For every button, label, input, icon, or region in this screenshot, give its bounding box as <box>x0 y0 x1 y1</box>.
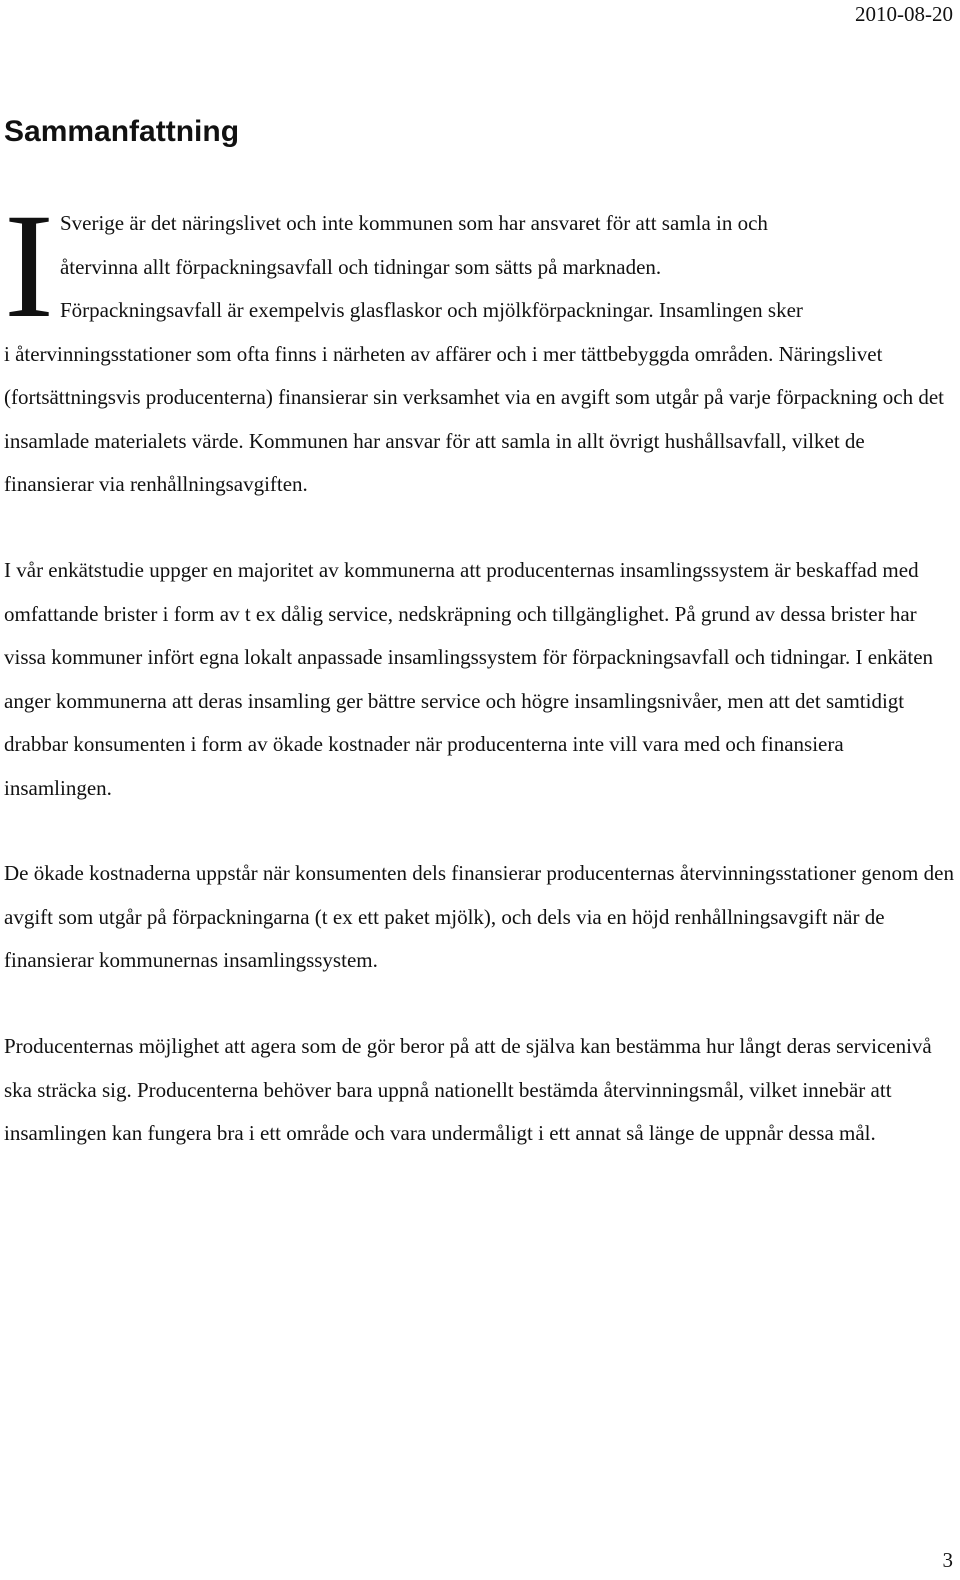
page-number: 3 <box>942 1548 953 1572</box>
paragraph-1-line-3: Förpackningsavfall är exempelvis glasflaskor och mjölkförpackningar. Insamlingen sker <box>59 298 803 322</box>
paragraph-2: I vår enkätstudie uppger en majoritet av kommunerna att producenternas insamlingssystem är beskaffad med omfattande brister i form av t ex dålig service, nedskräpning och tillgänglighet. På grund av dessa brister har vissa kommuner infört egna lokalt anpassade insamlingssystem för förpackningsavfall och tidningar. I enkäten anger kommunerna att deras insamling ger bättre service och högre insamlingsnivåer, men att det samtidigt drabbar konsumenten i form av ökade kostnader när producenterna inte vill vara med och finansiera insamlingen. <box>4 558 934 800</box>
paragraph-1-line-1: Sverige är det näringslivet och inte kommunen som har ansvaret för att samla in och <box>59 211 768 235</box>
page-date: 2010-08-20 <box>855 2 953 26</box>
drop-cap: I <box>4 183 54 349</box>
paragraph-4: Producenternas möjlighet att agera som de gör beror på att de själva kan bestämma hur långt deras servicenivå ska sträcka sig. Producenterna behöver bara uppnå nationellt bestämda återvinningsmål, vilket innebär att insamlingen kan fungera bra i ett område och vara undermåligt i ett annat så länge de uppnår dessa mål. <box>4 1034 932 1145</box>
paragraph-1-line-2: återvinna allt förpackningsavfall och tidningar som sätts på marknaden. <box>59 254 662 279</box>
section-title: Sammanfattning <box>4 115 240 148</box>
paragraph-3: De ökade kostnaderna uppstår när konsumenten dels finansierar producenternas återvinningsstationer genom den avgift som utgår på förpackningarna (t ex ett paket mjölk), och dels via en höjd renhållningsavgift när de finansierar kommunernas insamlingssystem. <box>4 861 954 972</box>
paragraph-1-rest: i återvinningsstationer som ofta finns i närheten av affärer och i mer tättbebyggda områden. Näringslivet (fortsättningsvis producenterna) finansierar sin verksamhet via en avgift som utgår på varje förpackning och det insamlade materialets värde. Kommunen har ansvar för att samla in allt övrigt hushållsavfall, vilket de finansierar via renhållningsavgiften. <box>4 341 945 496</box>
paragraph-1 <box>4 183 956 507</box>
